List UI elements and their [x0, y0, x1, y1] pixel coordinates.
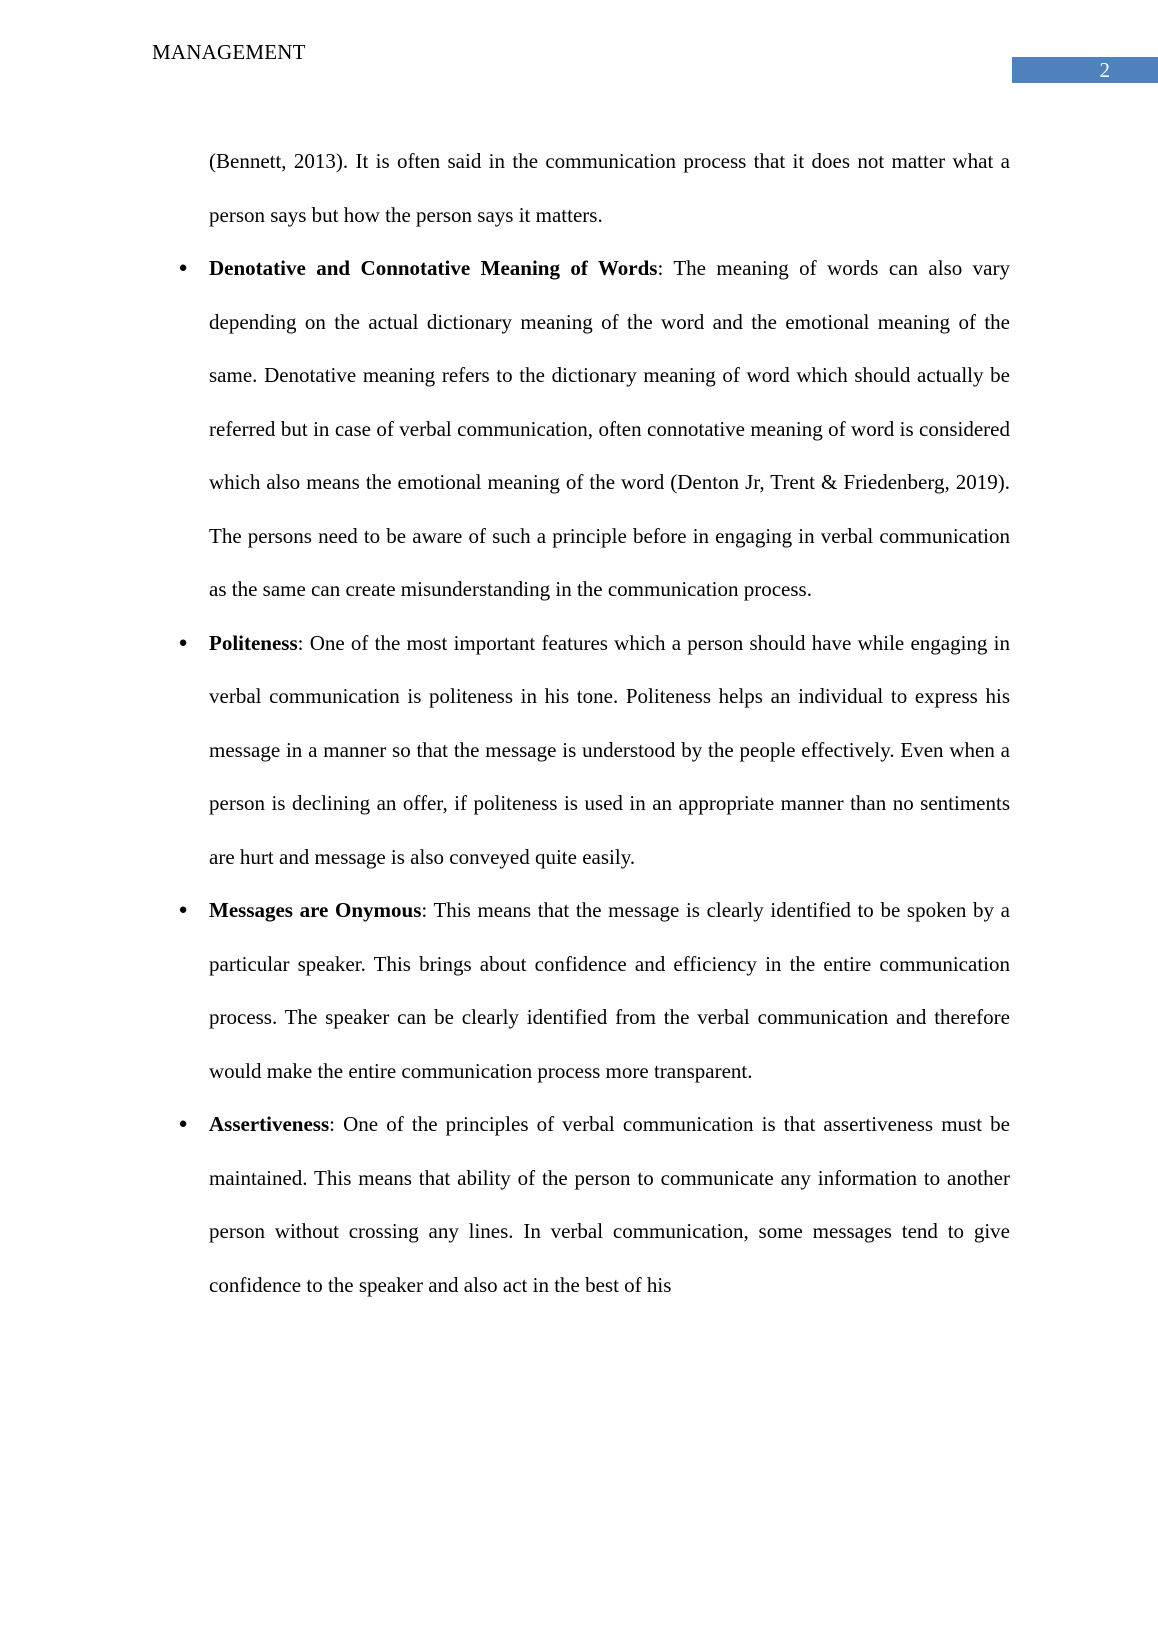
- list-item: [178, 617, 1010, 885]
- principles-list: [178, 242, 1010, 1312]
- list-item-text: : One of the principles of verbal communication is that assertiveness must be maintained. This means that ability of the person to communicate any information to another person without crossing any lines. In verbal communication, some messages tend to give confidence to the speaker and also act in the best of his: [209, 1112, 1010, 1297]
- list-item-text: : One of the most important features which a person should have while engaging in verbal communication is politeness in his tone. Politeness helps an individual to express his message in a manner so that the message is understood by the people effectively. Even when a person is declining an offer, if politeness is used in an appropriate manner than no sentiments are hurt and message is also conveyed quite easily.: [209, 630, 1010, 869]
- list-item-term: Messages are Onymous: [209, 898, 422, 922]
- intro-paragraph: (Bennett, 2013). It is often said in the communication process that it does not matter what a person says but how the person says it matters.: [209, 149, 1010, 227]
- list-item: [178, 1098, 1010, 1312]
- document-body: [178, 135, 1010, 1312]
- running-header-title: MANAGEMENT: [152, 40, 306, 64]
- list-item-term: Politeness: [209, 630, 298, 655]
- list-item: [178, 242, 1010, 617]
- page-number-badge: 2: [1012, 57, 1158, 83]
- bullet-icon: ●: [178, 634, 188, 651]
- list-item-text: : The meaning of words can also vary depending on the actual dictionary meaning of the word and the emotional meaning of the same. Denotative meaning refers to the dictionary meaning of word which should actually be referred but in case of verbal communication, often connotative meaning of word is considered which also means the emotional meaning of the word (Denton Jr, Trent & Friedenberg, 2019). The persons need to be aware of such a principle before in engaging in verbal communication as the same can create misunderstanding in the communication process.: [209, 256, 1010, 601]
- bullet-icon: ●: [178, 1116, 188, 1132]
- list-item-term: Denotative and Connotative Meaning of Words: [209, 256, 658, 280]
- list-item-term: Assertiveness: [209, 1112, 330, 1136]
- bullet-icon: ●: [178, 902, 188, 918]
- list-item: [178, 884, 1010, 1098]
- bullet-icon: ●: [178, 260, 188, 276]
- list-item-text: : This means that the message is clearly identified to be spoken by a particular speaker. This brings about confidence and efficiency in the entire communication process. The speaker can be clearly identified from the verbal communication and therefore would make the entire communication process more transparent.: [209, 898, 1010, 1083]
